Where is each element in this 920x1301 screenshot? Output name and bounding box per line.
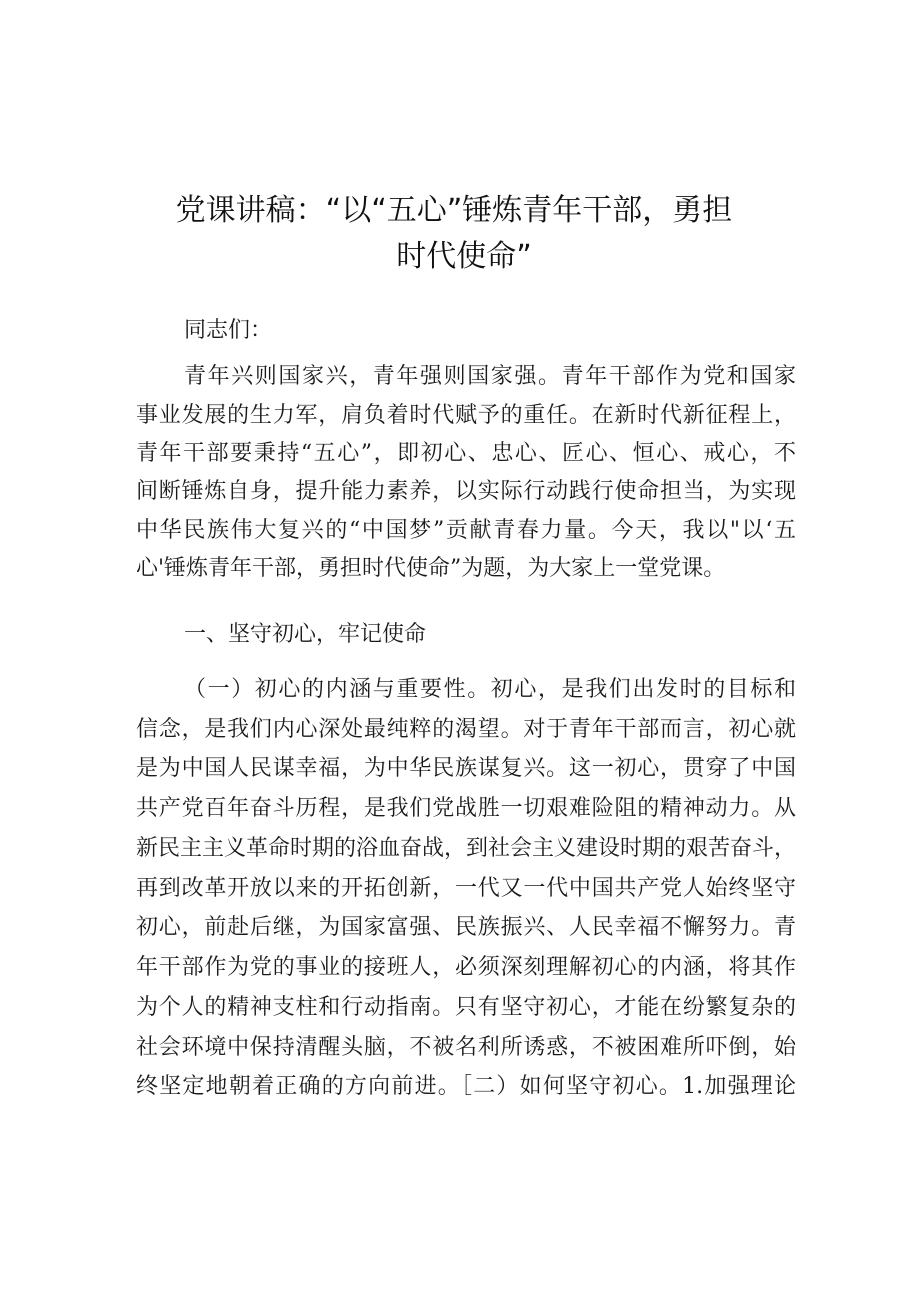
paragraph-line-3: 是为中国人民谋幸福，为中华民族谋复兴。这一初心，贯穿了中国 (136, 756, 796, 781)
paragraph-line-5: 新民主主义革命时期的浴血奋战，到社会主义建设时期的艰苦奋斗， (136, 836, 797, 861)
paragraph-line-9: 为个人的精神支柱和行动指南。只有坚守初心，才能在纷繁复杂的 (136, 995, 796, 1020)
paragraph-line-4: 共产党百年奋斗历程，是我们党战胜一切艰难险阻的精神动力。从 (136, 796, 796, 821)
paragraph-line-1: （一）初心的内涵与重要性。初心，是我们出发时的目标和 (184, 677, 796, 702)
paragraph-line-2: 信念，是我们内心深处最纯粹的渴望。对于青年干部而言，初心就 (136, 717, 796, 742)
section-heading-1: 一、坚守初心，牢记使命 (184, 622, 427, 647)
document-title (0, 188, 920, 280)
title-line-2: 时代使命” (396, 239, 532, 274)
paragraph-line-10: 社会环境中保持清醒头脑，不被名利所诱惑，不被困难所吓倒，始 (136, 1035, 796, 1060)
intro-line-2: 事业发展的生力军，肩负着时代赋予的重任。在新时代新征程上， (136, 403, 796, 428)
intro-line-5: 中华民族伟大复兴的“中国梦”贡献青春力量。今天，我以"以‘五 (136, 518, 796, 543)
intro-line-3: 青年干部要秉持“五心”，即初心、忠心、匠心、恒心、戒心，不 (136, 441, 796, 466)
intro-line-6: 心'锤炼青年干部，勇担时代使命”为题，为大家上一堂党课。 (136, 556, 726, 581)
greeting: 同志们： (184, 318, 273, 343)
paragraph-line-6: 再到改革开放以来的开拓创新，一代又一代中国共产党人始终坚守 (136, 876, 796, 901)
paragraph-line-8: 年干部作为党的事业的接班人，必须深刻理解初心的内涵，将其作 (136, 955, 796, 980)
intro-line-1: 青年兴则国家兴，青年强则国家强。青年干部作为党和国家 (184, 364, 796, 389)
intro-line-4: 间断锤炼自身，提升能力素养，以实际行动践行使命担当，为实现 (136, 479, 796, 504)
title-line-1: 党课讲稿：“以“五心”锤炼青年干部，勇担 (175, 193, 733, 228)
paragraph-line-11: 终坚定地朝着正确的方向前进。［二）如何坚守初心。1.加强理论 (136, 1074, 796, 1099)
paragraph-line-7: 初心，前赴后继，为国家富强、民族振兴、人民幸福不懈努力。青 (136, 915, 796, 940)
